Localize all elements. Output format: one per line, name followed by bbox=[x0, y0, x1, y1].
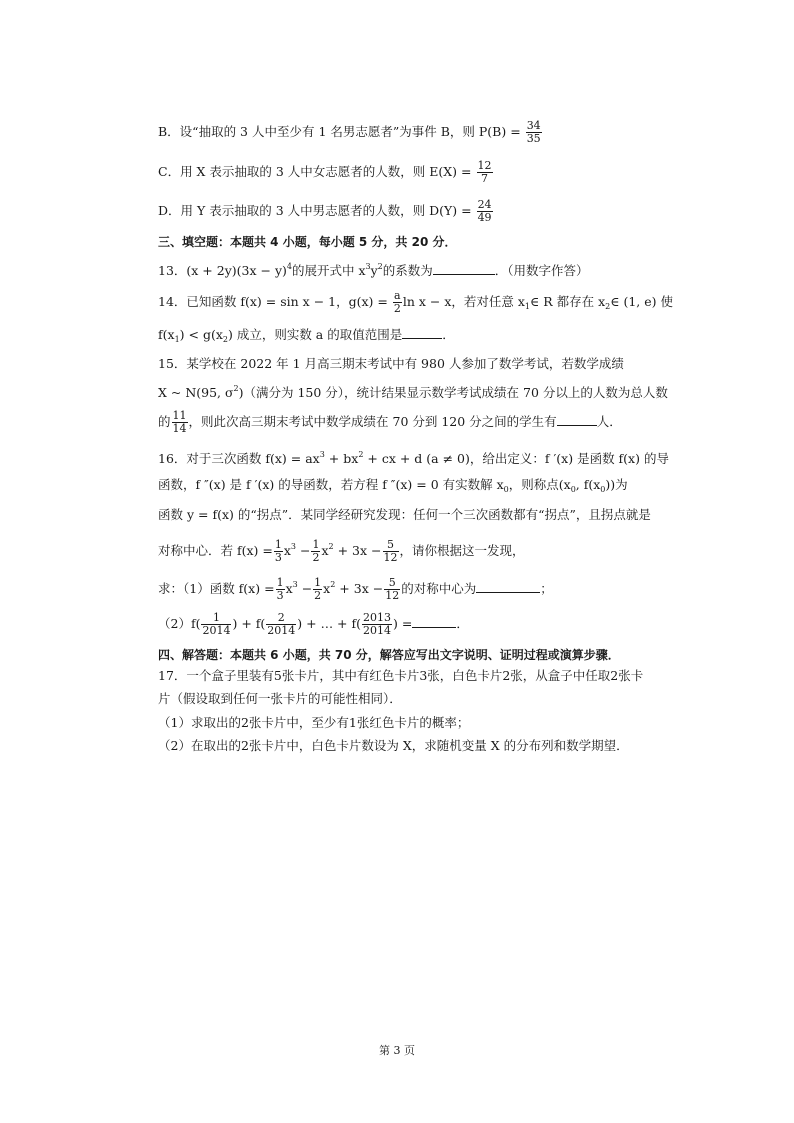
q15-text: 的 bbox=[158, 414, 171, 429]
question-17-part1: （1）求取出的2张卡片中，至少有1张红色卡片的概率； bbox=[158, 715, 470, 730]
numerator: a bbox=[394, 289, 401, 302]
q16-text: + bx bbox=[324, 451, 359, 466]
question-17-part2: （2）在取出的2张卡片中，白色卡片数设为 X，求随机变量 X 的分布列和数学期望． bbox=[158, 738, 629, 753]
question-14 bbox=[158, 290, 673, 316]
q16-text: 对称中心．若 f(x) = bbox=[158, 543, 273, 558]
q13-text: 13．(x + 2y)(3x − y) bbox=[158, 263, 287, 278]
q16-text: （2）f( bbox=[158, 616, 201, 631]
question-15-cont2 bbox=[158, 410, 622, 435]
q16-exponent: 2 bbox=[330, 580, 336, 589]
q16-text: 求：（1）函数 f(x) = bbox=[158, 581, 275, 596]
q16-fraction bbox=[201, 612, 231, 637]
q14-text: ∈ (1, e) 使 bbox=[610, 294, 673, 309]
denominator: 7 bbox=[481, 172, 488, 185]
q16-fraction bbox=[362, 612, 392, 637]
numerator: 1 bbox=[274, 538, 282, 551]
q16-text: ，则称点(x bbox=[508, 477, 571, 492]
q16-text: 16．对于三次函数 f(x) = ax bbox=[158, 451, 320, 466]
numerator: 34 bbox=[526, 119, 541, 132]
answer-blank[interactable] bbox=[412, 615, 456, 628]
option-c bbox=[158, 160, 494, 185]
q15-text: ，则此次高三期末考试中数学成绩在 70 分到 120 分之间的学生有 bbox=[188, 414, 557, 429]
q16-subscript: 0 bbox=[600, 485, 606, 494]
q16-fraction bbox=[311, 539, 320, 564]
q14-subscript: 1 bbox=[174, 335, 180, 344]
denominator: 14 bbox=[172, 422, 187, 435]
q16-subscript: 0 bbox=[570, 485, 576, 494]
q16-text: ) + … + f( bbox=[297, 616, 362, 631]
q16-fraction bbox=[276, 577, 285, 602]
question-13 bbox=[158, 258, 589, 280]
question-15: 15．某学校在 2022 年 1 月高三期末考试中有 980 人参加了数学考试，若数学成绩 bbox=[158, 356, 624, 371]
answer-blank[interactable] bbox=[402, 326, 442, 339]
option-d bbox=[158, 199, 494, 224]
q13-text: 的系数为 bbox=[382, 263, 433, 278]
q16-fraction bbox=[383, 539, 399, 564]
q16-fraction bbox=[313, 577, 322, 602]
q13-exponent: 3 bbox=[365, 262, 371, 271]
question-17: 17．一个盒子里装有5张卡片，其中有红色卡片3张，白色卡片2张，从盒子中任取2张卡 bbox=[158, 668, 644, 683]
q14-text: ) < g(x bbox=[179, 327, 223, 342]
numerator: 1 bbox=[276, 576, 284, 589]
q16-fraction bbox=[384, 577, 400, 602]
q13-text: 的展开式中 x bbox=[291, 263, 366, 278]
numerator: 5 bbox=[384, 577, 400, 590]
q16-text: 的对称中心为 bbox=[401, 581, 477, 596]
q16-exponent: 2 bbox=[358, 450, 364, 459]
denominator: 2 bbox=[314, 589, 322, 602]
page-number: 第 3 页 bbox=[379, 1044, 415, 1057]
q16-exponent: 2 bbox=[328, 542, 334, 551]
q13-exponent: 2 bbox=[377, 262, 383, 271]
numerator: 2 bbox=[266, 612, 296, 625]
q14-text: 14．已知函数 f(x) = sin x − 1，g(x) = bbox=[158, 294, 388, 309]
q16-text: ． bbox=[456, 616, 469, 631]
option-d-text: D．用 Y 表示抽取的 3 人中男志愿者的人数，则 D(Y) = bbox=[158, 203, 472, 218]
denominator: 2 bbox=[393, 302, 401, 315]
option-b bbox=[158, 120, 543, 145]
q13-exponent: 4 bbox=[286, 262, 292, 271]
q14-fraction bbox=[393, 290, 402, 315]
section-3-heading: 三、填空题：本题共 4 小题，每小题 5 分，共 20 分． bbox=[158, 235, 457, 249]
option-b-fraction bbox=[526, 120, 542, 145]
denominator: 2014 bbox=[267, 624, 296, 637]
q16-text: + cx + d (a ≠ 0)，给出定义：f ′(x) 是函数 f(x) 的导 bbox=[363, 451, 669, 466]
q14-text: ∈ R 都存在 x bbox=[530, 294, 606, 309]
q14-text: ． bbox=[442, 327, 455, 342]
denominator: 3 bbox=[276, 589, 284, 602]
q16-subscript: 0 bbox=[503, 485, 509, 494]
q14-text: f(x bbox=[158, 327, 175, 342]
denominator: 3 bbox=[274, 551, 282, 564]
q16-text: 函数，f ″(x) 是 f ′(x) 的导函数，若方程 f ″(x) = 0 有实数解 x bbox=[158, 477, 504, 492]
q14-subscript: 2 bbox=[222, 335, 228, 344]
q16-exponent: 3 bbox=[292, 580, 298, 589]
answer-blank[interactable] bbox=[433, 262, 495, 275]
denominator: 2014 bbox=[363, 624, 392, 637]
q16-text: ))为 bbox=[605, 477, 628, 492]
answer-blank[interactable] bbox=[557, 413, 597, 426]
q16-text: ) = bbox=[393, 616, 413, 631]
q14-subscript: 1 bbox=[524, 302, 530, 311]
numerator: 5 bbox=[383, 539, 399, 552]
numerator: 1 bbox=[314, 576, 322, 589]
q13-text: ．（用数字作答） bbox=[494, 263, 589, 278]
question-14-cont bbox=[158, 326, 455, 349]
denominator: 49 bbox=[477, 211, 492, 224]
q16-text: + 3x − bbox=[333, 543, 382, 558]
q16-text: x bbox=[283, 543, 291, 558]
q16-fraction bbox=[274, 539, 283, 564]
q16-text: , f(x bbox=[575, 477, 601, 492]
question-16-cont2: 函数 y = f(x) 的“拐点”．某同学经研究发现：任何一个三次函数都有“拐点”，且拐点就是 bbox=[158, 507, 651, 522]
q13-text: y bbox=[370, 263, 378, 278]
q14-text: ) 成立，则实数 a 的取值范围是 bbox=[227, 327, 403, 342]
q16-exponent: 3 bbox=[319, 450, 325, 459]
numerator: 12 bbox=[477, 159, 492, 172]
numerator: 1 bbox=[312, 538, 320, 551]
q15-text: )（满分为 150 分），统计结果显示数学考试成绩在 70 分以上的人数为总人数 bbox=[238, 385, 668, 400]
question-16 bbox=[158, 446, 669, 468]
numerator: 11 bbox=[172, 409, 187, 422]
numerator: 2013 bbox=[363, 611, 392, 624]
q16-text: ； bbox=[540, 581, 553, 596]
denominator: 12 bbox=[383, 551, 398, 564]
question-16-cont bbox=[158, 476, 628, 499]
q16-fraction bbox=[266, 612, 296, 637]
denominator: 35 bbox=[526, 132, 541, 145]
q16-text: ) + f( bbox=[232, 616, 266, 631]
q14-subscript: 2 bbox=[605, 302, 611, 311]
option-d-fraction bbox=[477, 199, 493, 224]
question-16-part1 bbox=[158, 576, 553, 602]
numerator: 24 bbox=[477, 198, 492, 211]
q15-fraction bbox=[172, 410, 188, 435]
q15-exponent: 2 bbox=[233, 384, 239, 393]
q16-text: − bbox=[297, 581, 313, 596]
q15-text: X ~ N(95, σ bbox=[158, 385, 234, 400]
q16-text: x bbox=[321, 543, 329, 558]
q16-text: ，请你根据这一发现， bbox=[399, 543, 525, 558]
q16-exponent: 3 bbox=[290, 542, 297, 551]
numerator: 1 bbox=[201, 612, 231, 625]
answer-blank[interactable] bbox=[476, 580, 540, 593]
denominator: 2014 bbox=[202, 624, 231, 637]
question-17-cont: 片（假设取到任何一张卡片的可能性相同）． bbox=[158, 691, 402, 706]
option-c-fraction bbox=[477, 160, 493, 185]
denominator: 2 bbox=[312, 551, 320, 564]
q14-text: ln x − x，若对任意 x bbox=[402, 294, 525, 309]
q16-text: x bbox=[285, 581, 293, 596]
q16-text: x bbox=[323, 581, 331, 596]
q15-text: 人． bbox=[596, 414, 622, 429]
section-4-heading: 四、解答题：本题共 6 小题，共 70 分，解答应写出文字说明、证明过程或演算步骤． bbox=[158, 648, 620, 662]
q16-text: + 3x − bbox=[335, 581, 384, 596]
option-c-text: C．用 X 表示抽取的 3 人中女志愿者的人数，则 E(X) = bbox=[158, 164, 472, 179]
question-16-part2 bbox=[158, 612, 469, 637]
q16-text: − bbox=[296, 543, 311, 558]
option-b-text: B．设“抽取的 3 人中至少有 1 名男志愿者”为事件 B，则 P(B) = bbox=[158, 124, 521, 139]
denominator: 12 bbox=[385, 589, 400, 602]
question-15-cont bbox=[158, 380, 668, 402]
question-16-cont3 bbox=[158, 538, 525, 564]
